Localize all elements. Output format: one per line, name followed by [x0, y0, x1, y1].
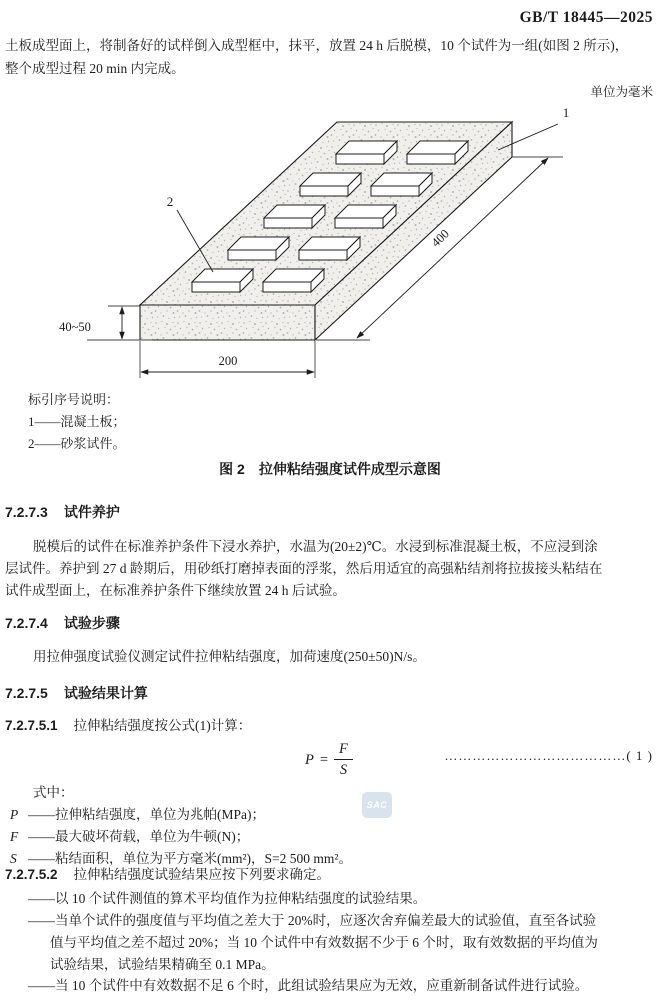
symbol-def-S: [10, 851, 352, 868]
body-7-2-7-4: 用拉伸强度试验仪测定试件拉伸粘结强度，加荷速度(250±50)N/s。: [33, 649, 426, 664]
symbol-P: P: [10, 807, 19, 822]
specimen-face: [299, 250, 347, 260]
dash-item-2-line-1: ——当单个试件的强度值与平均值之差大于 20%时，应逐次舍弃偏差最大的试验值，直至各试验: [28, 913, 597, 928]
clause-text: 拉伸粘结强度试验结果应按下列要求确定。: [73, 867, 331, 882]
symbol-F-text: ——最大破坏荷载，单位为牛顿(N)；: [28, 829, 250, 844]
dim-length-label: 400: [428, 226, 452, 250]
clause-text: 拉伸粘结强度按公式(1)计算：: [73, 718, 252, 733]
heading-7-2-7-5-1: [5, 718, 251, 735]
specimen-face: [264, 218, 312, 228]
dash-item-2-line-2: 值与平均值之差不超过 20%；当 10 个试件中有效数据不少于 6 个时，取有效数据的平均值为: [50, 935, 598, 950]
dash-item-2-line-3: 试验结果，试验结果精确至 0.1 MPa。: [50, 957, 275, 972]
formula-numerator: F: [334, 740, 353, 760]
symbol-def-F: [10, 829, 249, 846]
clause-number: 7.2.7.5.2: [5, 867, 58, 882]
symbols-intro: 式中：: [33, 785, 74, 800]
specimen-block: [299, 237, 360, 260]
heading-7-2-7-5-2: [5, 867, 330, 884]
figure-unit-note: 单位为毫米: [590, 85, 653, 99]
specimen-face: [228, 250, 276, 260]
specimen-block: [407, 141, 468, 164]
specimen-block: [264, 205, 325, 228]
formula-1: [305, 740, 353, 779]
doc-code-header: GB/T 18445—2025: [519, 9, 653, 26]
body-7-2-7-3-line-3: 试件成型面上，在标准养护条件下继续放置 24 h 后试验。: [5, 583, 346, 598]
clause-number: 7.2.7.3: [5, 504, 48, 520]
heading-7-2-7-5: [5, 685, 148, 703]
symbol-F: F: [10, 829, 19, 844]
specimen-block: [371, 173, 432, 196]
specimen-face: [335, 218, 383, 228]
specimen-face: [263, 282, 311, 292]
equation-number: ( 1 ): [626, 748, 653, 763]
board-front-face: [140, 305, 315, 340]
sac-watermark: [362, 792, 392, 818]
symbol-def-P: [10, 807, 265, 824]
specimen-face: [407, 154, 455, 164]
clause-number: 7.2.7.5.1: [5, 718, 58, 733]
leader-dots: …………………………………: [444, 748, 627, 763]
formula-denominator: S: [339, 762, 348, 779]
equation-leader: [444, 748, 653, 764]
specimen-face: [300, 186, 348, 196]
clause-title: 试验步骤: [63, 615, 120, 631]
specimen-block: [300, 173, 361, 196]
dash-item-1: ——以 10 个试件测值的算术平均值作为拉伸粘结强度的试验结果。: [28, 891, 427, 906]
body-7-2-7-3-line-2: 层试件。养护到 27 d 龄期后，用砂纸打磨掉表面的浮浆，然后用适宜的高强粘结剂将拉拔接头粘结在: [5, 561, 603, 576]
heading-7-2-7-3: [5, 504, 120, 522]
specimen-block: [335, 205, 396, 228]
specimen-face: [371, 186, 419, 196]
symbol-S: S: [10, 851, 17, 866]
heading-7-2-7-4: [5, 615, 120, 633]
figure-2-caption: 图 2 拉伸粘结强度试件成型示意图: [219, 461, 441, 477]
figure-2-diagram: [0, 100, 660, 388]
clause-title: 试件养护: [63, 504, 120, 520]
clause-number: 7.2.7.5: [5, 685, 48, 701]
symbol-P-text: ——拉伸粘结强度，单位为兆帕(MPa)；: [28, 807, 265, 822]
specimen-block: [263, 269, 324, 292]
intro-line-1: 土板成型面上，将制备好的试样倒入成型框中，抹平，放置 24 h 后脱模，10 个试件为一组(如图 2 所示)，: [5, 38, 629, 53]
specimen-block: [192, 269, 253, 292]
sac-watermark-text: SAC: [366, 800, 388, 810]
legend-item-concrete-board: 1——混凝土板；: [28, 414, 126, 429]
specimen-block: [336, 141, 397, 164]
dash-item-3: ——当 10 个试件中有效数据不足 6 个时，此组试验结果应为无效，应重新制备试件进行试验。: [28, 978, 589, 993]
symbol-S-text: ——粘结面积，单位为平方毫米(mm²)，S=2 500 mm²。: [28, 851, 352, 866]
body-7-2-7-3-line-1: 脱模后的试件在标准养护条件下浸水养护，水温为(20±2)℃。水浸到标准混凝土板，不应浸到涂: [33, 539, 598, 554]
part-label-2: 2: [166, 194, 174, 209]
clause-number: 7.2.7.4: [5, 615, 48, 631]
specimen-face: [192, 282, 240, 292]
dim-width-label: 200: [218, 354, 238, 368]
part-label-1: 1: [562, 105, 570, 120]
formula-equals: =: [319, 751, 329, 768]
formula-lhs: P: [305, 751, 314, 768]
legend-title: 标引序号说明：: [28, 392, 120, 407]
formula-fraction: [334, 740, 353, 779]
specimen-block: [228, 237, 289, 260]
intro-line-2: 整个成型过程 20 min 内完成。: [5, 61, 185, 76]
specimen-face: [336, 154, 384, 164]
dim-height-label: 40~50: [59, 320, 91, 334]
legend-item-mortar-specimen: 2——砂浆试件。: [28, 436, 126, 451]
clause-title: 试验结果计算: [63, 685, 148, 701]
